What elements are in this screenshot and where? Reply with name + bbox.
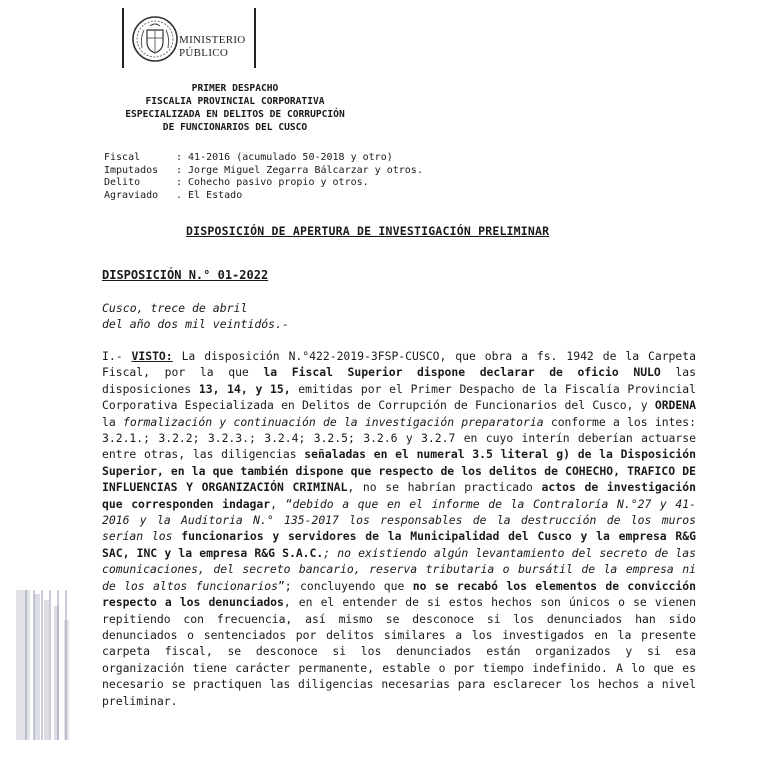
case-info bbox=[104, 152, 423, 202]
body-text-segment: La disposición N.°422-2019-3FSP-CUSCO, que obra a fs. 1942 de la Carpeta Fiscal, por la que bbox=[102, 349, 696, 380]
case-info-row bbox=[104, 177, 423, 190]
body-bold-segment: señaladas en el numeral 3.5 literal g) de la Disposición Superior, en la que también dispone que respecto de los delitos de COHECHO, TRAFICO DE INFLUENCIAS Y ORGANIZACIÓN CRIMINAL bbox=[102, 447, 696, 495]
case-info-label: Agraviado bbox=[104, 189, 159, 201]
body-text-segment: , en el entender de si estos hechos son únicos o se vienen repitiendo con frecuencia, así mismo se desconoce si los denunciados han sido denunciados o sentenciados por delitos similares a los investigados en la presente carpeta fiscal, se desconoce si los denunciados están organizados y si esa organización tiene carácter permanente, estable o por tiempo indefinido. A lo que es necesario se practiquen las diligencias necesarias para esclarecer los hechos a nivel preliminar. bbox=[102, 595, 696, 708]
institution-name-line2: PÚBLICO bbox=[179, 47, 229, 59]
body-text-segment: , no se habrían practicado bbox=[347, 480, 542, 495]
section-number: I.- bbox=[102, 349, 132, 363]
body-italic-segment: formalización y continuación de la investigación preparatoria bbox=[122, 414, 544, 429]
institution-name bbox=[179, 34, 246, 60]
place-date-line1: Cusco, trece de abril bbox=[102, 301, 248, 315]
body-italic-segment: ; no existiendo algún levantamiento del secreto de las comunicaciones, del secreto bancario, reserva tributaria o bursátil de la empresa ni de los altos funcionarios bbox=[102, 545, 696, 593]
body-italic-segment: debido a que en el informe de la Contraloría N.°27 y 41-2016 y la Auditoria N.° 135-2017 los responsables de la destrucción de los muros serían los bbox=[102, 496, 696, 544]
case-info-value: : Cohecho pasivo propio y otros. bbox=[176, 177, 369, 188]
body-bold-segment: la Fiscal Superior dispone declarar de oficio NULO bbox=[263, 365, 661, 380]
body-text-segment: las disposiciones bbox=[102, 365, 696, 396]
institution-name-line1: MINISTERIO bbox=[179, 34, 246, 46]
case-info-row bbox=[104, 152, 423, 165]
body-bold-segment: actos de investigación que corresponden indagar bbox=[102, 480, 696, 511]
logo-divider-right bbox=[254, 8, 256, 68]
body-bold-segment: 13, 14, y 15, bbox=[198, 381, 291, 396]
disposition-number: DISPOSICIÓN N.° 01-2022 bbox=[102, 268, 269, 282]
body-text-segment: conforme a los intes: 3.2.1.; 3.2.2; 3.2.3.; 3.2.4; 3.2.5; 3.2.6 y 3.2.7 en cuyo interín deberían actuarse entre otras, las diligencias bbox=[102, 414, 696, 462]
body-bold-segment: funcionarios y servidores de la Municipalidad del Cusco y la empresa R&G SAC, INC y la empresa R&G S.A.C. bbox=[102, 529, 697, 560]
place-date-line2: del año dos mil veintidós.- bbox=[102, 317, 289, 331]
case-info-label: Fiscal bbox=[104, 152, 141, 163]
body-text-segment: ”; concluyendo que bbox=[277, 578, 413, 593]
coat-of-arms-icon bbox=[128, 12, 182, 66]
logo-divider-left bbox=[122, 8, 124, 68]
body-text-segment: emitidas por el Primer Despacho de la Fiscalía Provincial Corporativa Especializada en Delitos de Corrupción de Funcionarios del Cusco, y bbox=[102, 381, 697, 413]
case-info-label: Delito bbox=[104, 177, 141, 188]
office-header bbox=[100, 82, 370, 134]
official-stamp bbox=[14, 580, 84, 750]
document-title: DISPOSICIÓN DE APERTURA DE INVESTIGACIÓN PRELIMINAR bbox=[186, 224, 550, 238]
case-info-value: : 41-2016 (acumulado 50-2018 y otro) bbox=[176, 152, 393, 163]
body-paragraph bbox=[102, 348, 696, 709]
place-date bbox=[102, 300, 289, 332]
body-bold-segment: no se recabó los elementos de convicción respecto a los denunciados bbox=[102, 578, 696, 610]
office-line: FISCALIA PROVINCIAL CORPORATIVA bbox=[145, 96, 325, 107]
case-info-row bbox=[104, 190, 423, 203]
visto-heading: VISTO: bbox=[131, 349, 173, 363]
office-line: ESPECIALIZADA EN DELITOS DE CORRUPCIÓN bbox=[125, 109, 345, 120]
institution-logo bbox=[122, 8, 256, 68]
case-info-row bbox=[104, 165, 423, 178]
body-bold-segment: ORDENA bbox=[654, 398, 696, 413]
case-info-value: : Jorge Miguel Zegarra Bálcarzar y otros. bbox=[176, 164, 423, 176]
body-text-segment: la bbox=[102, 414, 123, 429]
case-info-label: Imputados bbox=[104, 164, 159, 176]
body-text-segment: , “ bbox=[270, 496, 293, 511]
office-line: PRIMER DESPACHO bbox=[191, 83, 279, 94]
office-line: DE FUNCIONARIOS DEL CUSCO bbox=[162, 122, 308, 133]
case-info-value: . El Estado bbox=[176, 189, 243, 201]
